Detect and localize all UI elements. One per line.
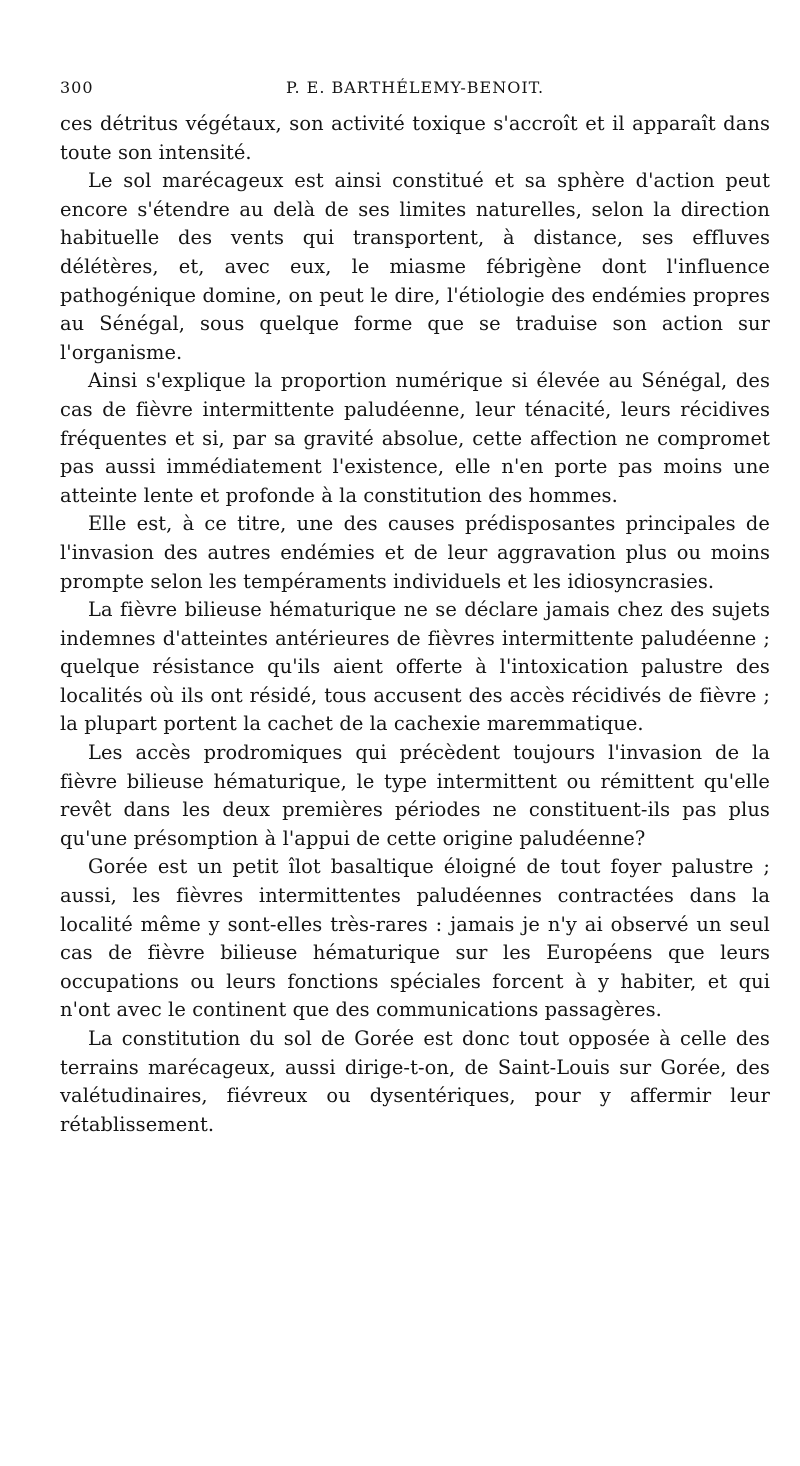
paragraph: Ainsi s'explique la proportion numérique si élevée au Sénégal, des cas de fièvre intermittente paludéenne, leur ténacité, leurs récidives fréquentes et si, par sa gravité absolue, cette affection ne compromet pas aussi immédiatement l'existence, elle n'en porte pas moins une atteinte lente et profonde à la constitution des hommes. — [60, 369, 770, 507]
paragraph: La constitution du sol de Gorée est donc tout opposée à celle des terrains marécageux, aussi dirige-t-on, de Saint-Louis sur Gorée, des valétudinaires, fiévreux ou dysentériques, pour y affermir leur rétablissement. — [60, 1027, 770, 1136]
page-number: 300 — [60, 78, 94, 97]
paragraph: La fièvre bilieuse hématurique ne se déclare jamais chez des sujets indemnes d'atteintes antérieures de fièvres intermittente paludéenne ; quelque résistance qu'ils aient offerte à l'intoxication palustre des localités où ils ont résidé, tous accusent des accès récidivés de fièvre ; la plupart portent la cachet de la cachexie maremmatique. — [60, 598, 770, 736]
running-header — [60, 78, 770, 108]
paragraph-continued: ces détritus végétaux, son activité toxique s'accroît et il apparaît dans toute son intensité. — [60, 112, 770, 164]
book-page — [60, 78, 770, 1139]
paragraph: Gorée est un petit îlot basaltique éloigné de tout foyer palustre ; aussi, les fièvres intermittentes paludéennes contractées dans la localité même y sont-elles très-rares : jamais je n'y ai observé un seul cas de fièvre bilieuse hématurique sur les Européens que leurs occupations ou leurs fonctions spéciales forcent à y habiter, et qui n'ont avec le continent que des communications passagères. — [60, 855, 770, 1022]
running-title: P. E. BARTHÉLEMY-BENOIT. — [285, 78, 545, 97]
body-text — [60, 110, 770, 1139]
paragraph: Elle est, à ce titre, une des causes prédisposantes principales de l'invasion des autres endémies et de leur aggravation plus ou moins prompte selon les tempéraments individuels et les idiosyncrasies. — [60, 512, 770, 593]
paragraph: Le sol marécageux est ainsi constitué et sa sphère d'action peut encore s'étendre au delà de ses limites naturelles, selon la direction habituelle des vents qui transportent, à distance, ses effluves délétères, et, avec eux, le miasme fébrigène dont l'influence pathogénique domine, on peut le dire, l'étiologie des endémies propres au Sénégal, sous quelque forme que se traduise son action sur l'organisme. — [60, 169, 770, 364]
paragraph: Les accès prodromiques qui précèdent toujours l'invasion de la fièvre bilieuse hématurique, le type intermittent ou rémittent qu'elle revêt dans les deux premières périodes ne constituent-ils pas plus qu'une présomption à l'appui de cette origine paludéenne? — [60, 741, 770, 850]
